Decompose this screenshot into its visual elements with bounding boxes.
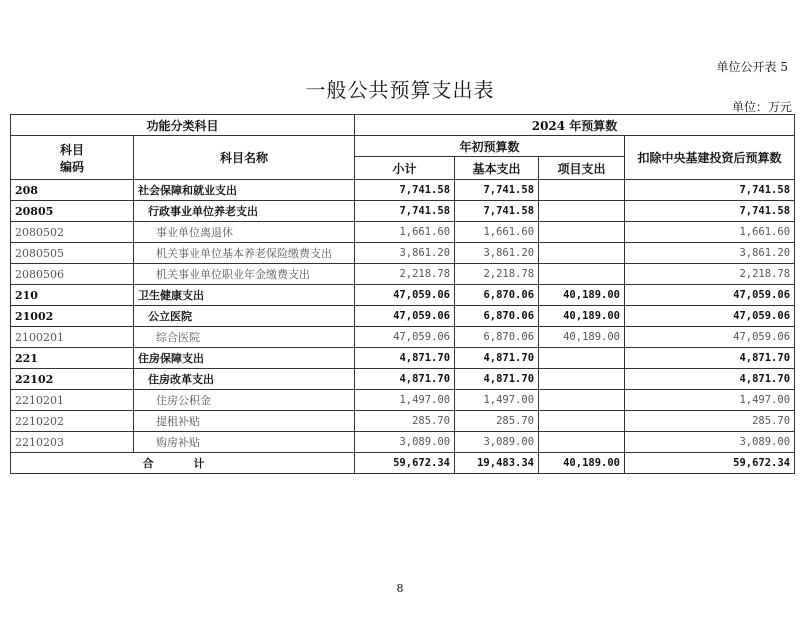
cell-code: 2210202: [11, 411, 134, 432]
cell-subtotal: 7,741.58: [355, 180, 455, 201]
unit-label: 单位：万元: [731, 100, 792, 114]
total-project: 40,189.00: [539, 453, 625, 474]
cell-name: 购房补贴: [134, 432, 355, 453]
cell-basic: 6,870.06: [455, 285, 539, 306]
cell-excluding: 47,059.06: [625, 327, 795, 348]
table-row: [11, 390, 795, 411]
cell-project: [539, 180, 625, 201]
cell-name: 机关事业单位职业年金缴费支出: [134, 264, 355, 285]
cell-excluding: 3,089.00: [625, 432, 795, 453]
cell-excluding: 7,741.58: [625, 180, 795, 201]
cell-basic: 6,870.06: [455, 306, 539, 327]
total-label: 合 计: [11, 453, 355, 474]
page-title: 一般公共预算支出表: [305, 78, 495, 102]
header-initial-budget: 年初预算数: [355, 136, 625, 157]
cell-project: [539, 201, 625, 222]
cell-project: [539, 243, 625, 264]
table-row: [11, 285, 795, 306]
cell-subtotal: 47,059.06: [355, 327, 455, 348]
cell-basic: 1,661.60: [455, 222, 539, 243]
cell-excluding: 2,218.78: [625, 264, 795, 285]
cell-name: 住房保障支出: [134, 348, 355, 369]
cell-excluding: 3,861.20: [625, 243, 795, 264]
cell-basic: 2,218.78: [455, 264, 539, 285]
cell-project: [539, 369, 625, 390]
cell-name: 公立医院: [134, 306, 355, 327]
cell-subtotal: 2,218.78: [355, 264, 455, 285]
header-code: 科目 编码: [11, 136, 134, 180]
cell-subtotal: 3,089.00: [355, 432, 455, 453]
page-number: 8: [396, 582, 404, 595]
cell-excluding: 7,741.58: [625, 201, 795, 222]
table-row: [11, 306, 795, 327]
cell-subtotal: 285.70: [355, 411, 455, 432]
header-budget-year: 2024 年预算数: [355, 115, 795, 136]
cell-project: 40,189.00: [539, 306, 625, 327]
total-excluding: 59,672.34: [625, 453, 795, 474]
cell-code: 20805: [11, 201, 134, 222]
total-subtotal: 59,672.34: [355, 453, 455, 474]
cell-basic: 6,870.06: [455, 327, 539, 348]
cell-code: 2080506: [11, 264, 134, 285]
cell-excluding: 4,871.70: [625, 369, 795, 390]
cell-name: 社会保障和就业支出: [134, 180, 355, 201]
cell-name: 卫生健康支出: [134, 285, 355, 306]
cell-excluding: 47,059.06: [625, 306, 795, 327]
table-row: [11, 432, 795, 453]
cell-code: 2210203: [11, 432, 134, 453]
cell-name: 住房公积金: [134, 390, 355, 411]
table-row: [11, 201, 795, 222]
cell-project: [539, 390, 625, 411]
header-basic: 基本支出: [455, 157, 539, 180]
table-row: [11, 180, 795, 201]
cell-basic: 3,089.00: [455, 432, 539, 453]
cell-code: 2100201: [11, 327, 134, 348]
cell-basic: 7,741.58: [455, 180, 539, 201]
cell-basic: 7,741.58: [455, 201, 539, 222]
cell-project: [539, 264, 625, 285]
cell-subtotal: 4,871.70: [355, 348, 455, 369]
table-row: [11, 369, 795, 390]
cell-project: 40,189.00: [539, 285, 625, 306]
table-row: [11, 411, 795, 432]
cell-name: 行政事业单位养老支出: [134, 201, 355, 222]
header-name: 科目名称: [134, 136, 355, 180]
table-row: [11, 348, 795, 369]
cell-name: 机关事业单位基本养老保险缴费支出: [134, 243, 355, 264]
cell-basic: 4,871.70: [455, 348, 539, 369]
cell-code: 210: [11, 285, 134, 306]
cell-subtotal: 1,497.00: [355, 390, 455, 411]
cell-name: 事业单位离退休: [134, 222, 355, 243]
total-basic: 19,483.34: [455, 453, 539, 474]
cell-basic: 1,497.00: [455, 390, 539, 411]
cell-code: 2080502: [11, 222, 134, 243]
cell-basic: 4,871.70: [455, 369, 539, 390]
cell-subtotal: 47,059.06: [355, 306, 455, 327]
cell-name: 提租补贴: [134, 411, 355, 432]
cell-name: 综合医院: [134, 327, 355, 348]
cell-subtotal: 1,661.60: [355, 222, 455, 243]
cell-project: [539, 432, 625, 453]
total-row: [11, 453, 795, 474]
budget-table: [10, 114, 795, 474]
doc-label: 单位公开表 5: [716, 60, 788, 74]
header-function-class: 功能分类科目: [11, 115, 355, 136]
cell-excluding: 1,497.00: [625, 390, 795, 411]
cell-excluding: 4,871.70: [625, 348, 795, 369]
cell-name: 住房改革支出: [134, 369, 355, 390]
cell-project: [539, 348, 625, 369]
cell-basic: 3,861.20: [455, 243, 539, 264]
table-row: [11, 222, 795, 243]
cell-code: 208: [11, 180, 134, 201]
cell-subtotal: 7,741.58: [355, 201, 455, 222]
cell-subtotal: 4,871.70: [355, 369, 455, 390]
cell-project: [539, 411, 625, 432]
cell-subtotal: 47,059.06: [355, 285, 455, 306]
cell-code: 2210201: [11, 390, 134, 411]
cell-code: 22102: [11, 369, 134, 390]
header-project: 项目支出: [539, 157, 625, 180]
cell-code: 221: [11, 348, 134, 369]
cell-subtotal: 3,861.20: [355, 243, 455, 264]
table-body: [11, 180, 795, 453]
cell-project: [539, 222, 625, 243]
cell-basic: 285.70: [455, 411, 539, 432]
table-row: [11, 264, 795, 285]
cell-excluding: 285.70: [625, 411, 795, 432]
header-subtotal: 小计: [355, 157, 455, 180]
cell-excluding: 1,661.60: [625, 222, 795, 243]
cell-code: 21002: [11, 306, 134, 327]
cell-project: 40,189.00: [539, 327, 625, 348]
table-row: [11, 327, 795, 348]
cell-excluding: 47,059.06: [625, 285, 795, 306]
cell-code: 2080505: [11, 243, 134, 264]
header-excluding: 扣除中央基建投资后预算数: [625, 136, 795, 180]
table-row: [11, 243, 795, 264]
